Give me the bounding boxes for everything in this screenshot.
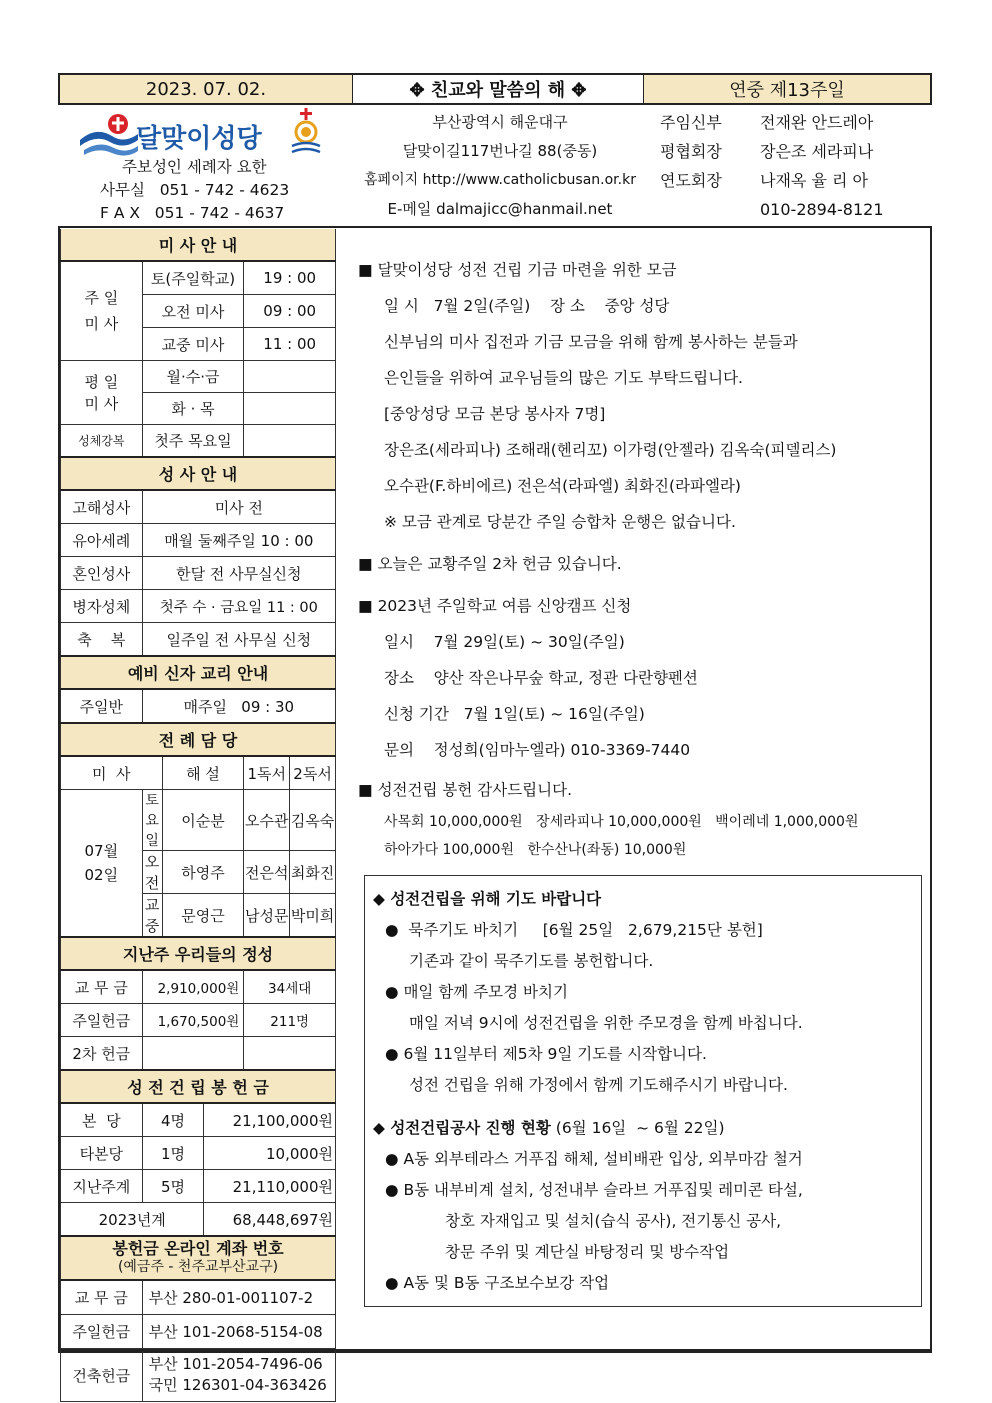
mass-time: 09 : 00: [244, 295, 336, 328]
catechumen-value: 매주일 09 : 30: [142, 689, 335, 723]
bulletin-date: 2023. 07. 02.: [60, 75, 353, 103]
mass-time: 19 : 00: [244, 261, 336, 295]
mass-name: 교중 미사: [142, 328, 244, 361]
parish-logo: [78, 110, 328, 162]
offering-key: 주일헌금: [61, 1004, 143, 1037]
wave-cross-icon: [78, 110, 140, 160]
address-line1: 부산광역시 해운대구: [432, 113, 568, 131]
account-number: 국민 126301-04-363426: [148, 1376, 327, 1394]
account-number: 부산 101-2068-5154-08: [142, 1315, 335, 1349]
sacrament-key: 고해성사: [61, 490, 143, 524]
building-title: 성 전 건 립 봉 헌 금: [61, 1070, 336, 1103]
mass-title: 미 사 안 내: [61, 229, 336, 261]
prayer-detail: 매일 저녁 9시에 성전건립을 위한 주모경을 함께 바칩니다.: [409, 1014, 803, 1032]
notice-line: 은인들을 위하여 교우님들의 많은 기도 부탁드립니다.: [384, 369, 743, 387]
offering-value: 2,910,000원: [142, 970, 244, 1004]
offering-key: 2차 헌금: [61, 1037, 143, 1071]
prayer-item: ● 6월 11일부터 제5차 9일 기도를 시작합니다.: [385, 1045, 707, 1063]
liturgy-header: 2독서: [290, 756, 336, 790]
mass-name: 월·수·금: [142, 361, 244, 393]
parish-address: [350, 108, 650, 224]
building-accounts: [142, 1349, 335, 1402]
notice-line: 일 시 7월 2일(주일) 장 소 중앙 성당: [384, 297, 670, 315]
notice-line: [중앙성당 모금 본당 봉사자 7명]: [384, 405, 606, 423]
liturgy-cell: 하영주: [162, 851, 244, 894]
notice-line: 장소 양산 작은나무숲 학교, 정관 다란향펜션: [384, 669, 698, 687]
notice-line: 사목회 10,000,000원 장세라피나 10,000,000원 백이레네 1,000,000원: [384, 814, 859, 830]
offering-title: 지난주 우리들의 정성: [61, 937, 336, 970]
liturgy-mass: 토요일: [142, 790, 162, 851]
building-count: 1명: [142, 1137, 204, 1170]
mass-time: 11 : 00: [244, 328, 336, 361]
year-theme: ✥ 친교와 말씀의 해 ✥: [353, 75, 644, 103]
mass-name: 토(주일학교): [142, 261, 244, 295]
accounts-title: [61, 1236, 336, 1280]
notice-line: 문의 정성희(임마누엘라) 010-3369-7440: [384, 741, 691, 759]
staff-row: 평협회장 장은조 세라피나: [660, 142, 874, 161]
building-count: 5명: [142, 1170, 204, 1203]
construction-item: ● B동 내부비계 설치, 성전내부 슬라브 거푸집및 레미콘 타설,: [385, 1181, 803, 1199]
notices: [358, 252, 918, 864]
liturgy-cell: 이순분: [162, 790, 244, 851]
liturgy-mass: 오전: [142, 851, 162, 894]
offering-value: 1,670,500원: [142, 1004, 244, 1037]
building-year-total: 68,448,697원: [204, 1203, 336, 1237]
account-number: 부산 280-01-001107-2: [142, 1280, 335, 1315]
liturgy-cell: 박미희: [290, 894, 336, 938]
sacrament-key: 유아세례: [61, 524, 143, 557]
notice-line: 오수관(F.하비에르) 전은석(라파엘) 최화진(라파엘라): [384, 477, 741, 495]
weekday-mass-label: 평 일 미 사: [61, 361, 143, 425]
sacrament-value: 한달 전 사무실신청: [142, 557, 335, 590]
building-value: 21,110,000원: [204, 1170, 336, 1203]
liturgy-date: 07월 02일: [61, 790, 143, 938]
prayer-item: ● 매일 함께 주모경 바치기: [385, 983, 568, 1001]
liturgy-header: 해 설: [162, 756, 244, 790]
construction-item: ● A동 외부테라스 거푸집 해체, 설비배관 입상, 외부마감 철거: [385, 1150, 803, 1168]
staff-row: 연도회장 나재옥 율 리 아: [660, 171, 868, 190]
sacrament-key: 혼인성사: [61, 557, 143, 590]
prayer-heading: ◆ 성전건립을 위해 기도 바랍니다: [373, 890, 602, 908]
mass-name: 화 · 목: [142, 393, 244, 425]
prayer-box: [364, 875, 922, 1307]
liturgy-cell: 문영근: [162, 894, 244, 938]
liturgical-week: 연중 제13주일: [644, 75, 930, 103]
mass-name: 오전 미사: [142, 295, 244, 328]
notice-line: 일시 7월 29일(토) ~ 30일(주일): [384, 633, 625, 651]
patron-saint: 주보성인 세례자 요한: [122, 158, 267, 176]
construction-item: ● A동 및 B동 구조보수보강 작업: [385, 1274, 610, 1292]
building-count: 4명: [142, 1103, 204, 1137]
notice-title: ■ 달맞이성당 성전 건립 기금 마련을 위한 모금: [358, 261, 677, 279]
prayer-item: ● 묵주기도 바치기 [6월 25일 2,679,215단 봉헌]: [385, 921, 763, 939]
liturgy-cell: 남성문: [244, 894, 290, 938]
bottom-rule: [58, 1349, 932, 1351]
notice-line: 하아가다 100,000원 한수산나(좌동) 10,000원: [384, 842, 687, 858]
sacrament-value: 일주일 전 사무실 신청: [142, 623, 335, 657]
candle-emblem-icon: [286, 108, 326, 160]
staff-row: 주임신부 전재완 안드레아: [660, 113, 874, 132]
sacrament-key: 축 복: [61, 623, 143, 657]
notice-line: 신부님의 미사 집전과 기금 모금을 위해 함께 봉사하는 분들과: [384, 333, 798, 351]
homepage-url[interactable]: 홈페이지 http://www.catholicbusan.or.kr: [364, 172, 636, 188]
mass-time: [244, 361, 336, 393]
notice-title: ■ 2023년 주일학교 여름 신앙캠프 신청: [358, 597, 632, 615]
sacrament-value: 매월 둘째주일 10 : 00: [142, 524, 335, 557]
header-bar: [58, 73, 932, 105]
offering-value: [142, 1037, 244, 1071]
info-table: [60, 229, 336, 1402]
liturgy-mass: 교중: [142, 894, 162, 938]
adoration-label: 성체강복: [61, 425, 143, 458]
staff-phone: 010-2894-8121: [760, 200, 884, 219]
mass-time: [244, 393, 336, 425]
notice-title: ■ 성전건립 봉헌 감사드립니다.: [358, 781, 573, 799]
sacrament-value: 미사 전: [142, 490, 335, 524]
construction-detail: 창호 자재입고 및 설치(습식 공사), 전기통신 공사,: [445, 1212, 781, 1230]
sacrament-key: 병자성체: [61, 590, 143, 623]
accounts-subtitle: (예금주 - 천주교부산교구): [117, 1259, 279, 1275]
prayer-detail: 기존과 같이 묵주기도를 봉헌합니다.: [409, 952, 654, 970]
construction-detail: 창문 주위 및 계단실 바탕정리 및 방수작업: [445, 1243, 730, 1261]
building-key: 본 당: [61, 1103, 143, 1137]
address-line2: 달맞이길117번나길 88(중동): [402, 142, 598, 160]
offering-key: 교 무 금: [61, 970, 143, 1004]
catechumen-key: 주일반: [61, 689, 143, 723]
construction-heading: [373, 1113, 921, 1144]
offering-count: 211명: [244, 1004, 336, 1037]
liturgy-header: 1독서: [244, 756, 290, 790]
liturgy-title: 전 례 담 당: [61, 723, 336, 756]
building-year-label: 2023년계: [61, 1203, 204, 1237]
accounts-title-text: 봉헌금 온라인 계좌 번호: [112, 1239, 284, 1258]
fax-number: F A X 051 - 742 - 4637: [100, 204, 285, 222]
adoration-value: 첫주 목요일: [142, 425, 244, 458]
liturgy-cell: 최화진: [290, 851, 336, 894]
liturgy-cell: 전은석: [244, 851, 290, 894]
parish-staff: [660, 108, 920, 224]
liturgy-header: 미 사: [61, 756, 163, 790]
construction-heading-text: ◆ 성전건립공사 진행 현황: [373, 1119, 551, 1137]
account-key: 건축헌금: [61, 1349, 143, 1402]
account-key: 주일헌금: [61, 1315, 143, 1349]
sacrament-title: 성 사 안 내: [61, 457, 336, 490]
offering-count: [244, 1037, 336, 1071]
building-key: 지난주계: [61, 1170, 143, 1203]
offering-count: 34세대: [244, 970, 336, 1004]
parish-contact: [100, 156, 320, 225]
catechumen-title: 예비 신자 교리 안내: [61, 656, 336, 689]
building-value: 10,000원: [204, 1137, 336, 1170]
building-value: 21,100,000원: [204, 1103, 336, 1137]
notice-line: 신청 기간 7월 1일(토) ~ 16일(주일): [384, 705, 645, 723]
notice-line: ※ 모금 관계로 당분간 주일 승합차 운행은 없습니다.: [384, 513, 736, 531]
liturgy-cell: 김옥숙: [290, 790, 336, 851]
liturgy-cell: 오수관: [244, 790, 290, 851]
sunday-mass-label: 주 일 미 사: [61, 261, 143, 361]
email-address[interactable]: E-메일 dalmajicc@hanmail.net: [387, 200, 613, 218]
notice-title: ■ 오늘은 교황주일 2차 헌금 있습니다.: [358, 555, 622, 573]
account-number: 부산 101-2054-7496-06: [148, 1355, 323, 1373]
empty-cell: [244, 425, 336, 458]
parish-name: 달맞이성당: [136, 124, 262, 154]
notice-line: 장은조(세라피나) 조해래(헨리꼬) 이가령(안젤라) 김옥숙(피델리스): [384, 441, 837, 459]
sacrament-value: 첫주 수 · 금요일 11 : 00: [142, 590, 335, 623]
office-phone: 사무실 051 - 742 - 4623: [100, 181, 290, 199]
account-key: 교 무 금: [61, 1280, 143, 1315]
prayer-detail: 성전 건립을 위해 가정에서 함께 기도해주시기 바랍니다.: [409, 1076, 788, 1094]
building-key: 타본당: [61, 1137, 143, 1170]
construction-period: (6월 16일 ~ 6월 22일): [550, 1119, 725, 1137]
